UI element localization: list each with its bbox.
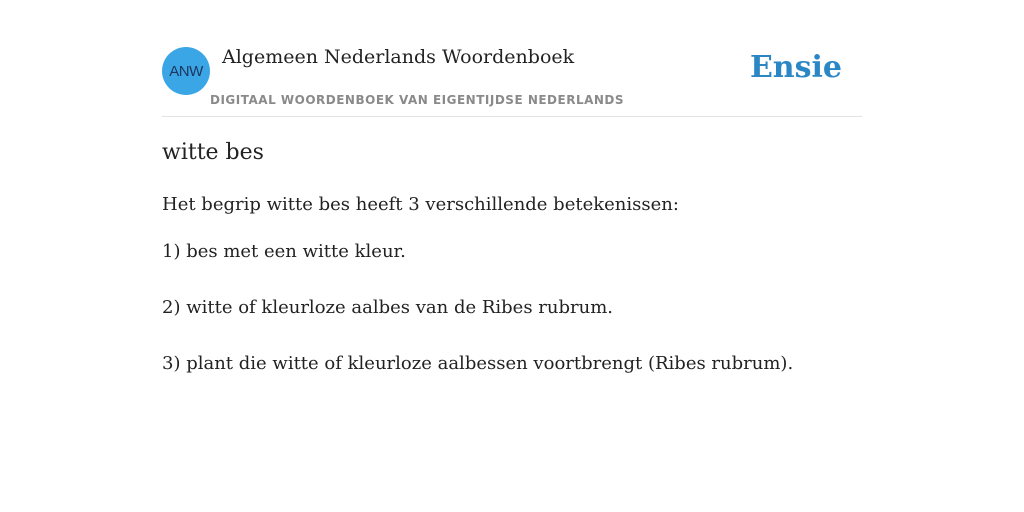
anw-logo[interactable] (162, 47, 210, 95)
entry-intro: Het begrip witte bes heeft 3 verschillende betekenissen: (162, 194, 679, 215)
dictionary-title[interactable]: Algemeen Nederlands Woordenboek (222, 46, 575, 68)
entry-headword: witte bes (162, 140, 264, 165)
meaning-item: 3) plant die witte of kleurloze aalbessen voortbrengt (Ribes rubrum). (162, 353, 794, 374)
dictionary-subtitle: DIGITAAL WOORDENBOEK VAN EIGENTIJDSE NEDERLANDS (210, 93, 625, 107)
meaning-item: 2) witte of kleurloze aalbes van de Ribes rubrum. (162, 297, 614, 318)
meaning-item: 1) bes met een witte kleur. (162, 241, 406, 262)
dictionary-header (162, 40, 862, 117)
logo-text: ANW (169, 62, 203, 80)
ensie-brand-link[interactable]: Ensie (749, 50, 842, 85)
